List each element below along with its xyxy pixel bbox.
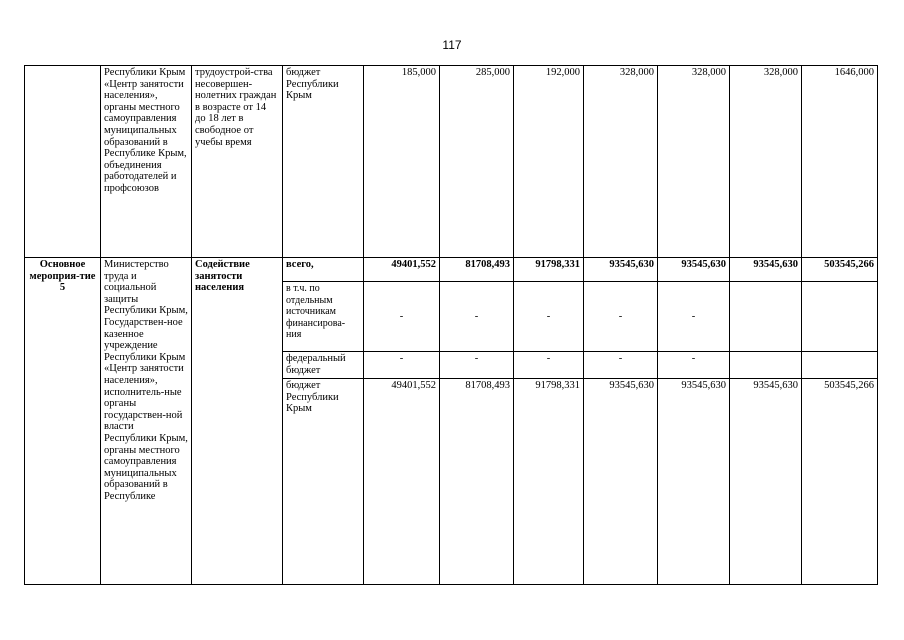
- event-name-cell: Содействие занятости населения: [192, 258, 283, 585]
- value-cell: 185,000: [364, 66, 440, 258]
- value-cell: 81708,493: [440, 258, 514, 282]
- value-cell: 93545,630: [584, 379, 658, 585]
- value-cell: [802, 352, 878, 379]
- value-cell: [730, 282, 802, 352]
- table-row: [25, 66, 878, 258]
- value-cell: -: [364, 282, 440, 352]
- funding-source-cell: в т.ч. по отдельным источникам финансирова-ния: [283, 282, 364, 352]
- value-cell: 93545,630: [658, 258, 730, 282]
- value-cell: 91798,331: [514, 379, 584, 585]
- value-cell: 1646,000: [802, 66, 878, 258]
- value-cell: 93545,630: [730, 258, 802, 282]
- funding-source-cell: всего,: [283, 258, 364, 282]
- value-cell: -: [514, 352, 584, 379]
- value-cell: 328,000: [658, 66, 730, 258]
- funding-source-cell: федеральный бюджет: [283, 352, 364, 379]
- page-number: 117: [442, 38, 462, 52]
- executor-cell: Республики Крым «Центр занятости населения», органы местного самоуправления муниципальных образований в Республике Крым, объединения работодателей и профсоюзов: [101, 66, 192, 258]
- value-cell: -: [584, 352, 658, 379]
- event-cell: [25, 66, 101, 258]
- event-cell: Основное мероприя-тие 5: [25, 258, 101, 585]
- value-cell: [802, 282, 878, 352]
- program-funding-table: [24, 65, 878, 585]
- value-cell: 49401,552: [364, 379, 440, 585]
- funding-source-cell: бюджет Республики Крым: [283, 66, 364, 258]
- value-cell: 328,000: [584, 66, 658, 258]
- table-row: [25, 258, 878, 282]
- value-cell: 81708,493: [440, 379, 514, 585]
- value-cell: 503545,266: [802, 379, 878, 585]
- value-cell: 285,000: [440, 66, 514, 258]
- value-cell: 91798,331: [514, 258, 584, 282]
- value-cell: 192,000: [514, 66, 584, 258]
- value-cell: [730, 352, 802, 379]
- value-cell: -: [658, 282, 730, 352]
- value-cell: -: [440, 282, 514, 352]
- value-cell: -: [364, 352, 440, 379]
- executor-cell: Министерство труда и социальной защиты Республики Крым, Государствен-ное казенное учреждение Республики Крым «Центр занятости населения», исполнитель-ные органы государствен-ной власти Республики Крым, органы местного самоуправления муниципальных образований в Республике: [101, 258, 192, 585]
- event-name-cell: трудоустрой-ства несовершен-нолетних граждан в возрасте от 14 до 18 лет в свободное от учебы время: [192, 66, 283, 258]
- value-cell: -: [440, 352, 514, 379]
- value-cell: -: [584, 282, 658, 352]
- value-cell: -: [658, 352, 730, 379]
- value-cell: 49401,552: [364, 258, 440, 282]
- funding-source-cell: бюджет Республики Крым: [283, 379, 364, 585]
- value-cell: 93545,630: [584, 258, 658, 282]
- value-cell: 93545,630: [730, 379, 802, 585]
- value-cell: 93545,630: [658, 379, 730, 585]
- value-cell: 503545,266: [802, 258, 878, 282]
- value-cell: -: [514, 282, 584, 352]
- value-cell: 328,000: [730, 66, 802, 258]
